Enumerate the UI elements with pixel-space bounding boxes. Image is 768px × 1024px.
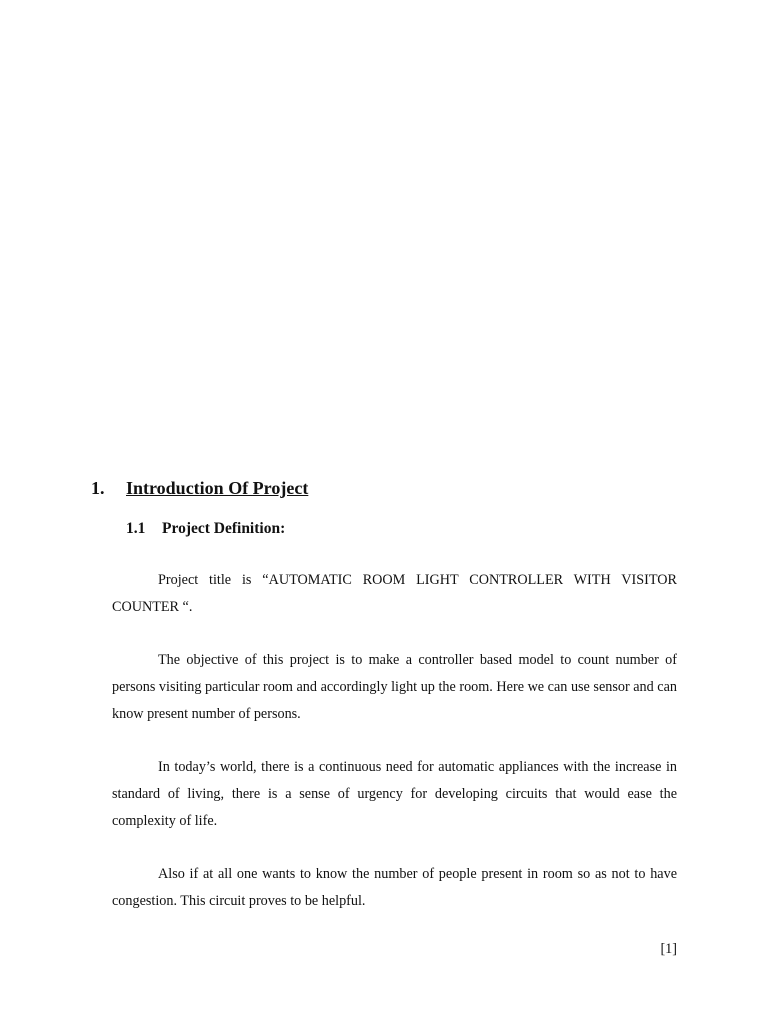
paragraph-project-title: Project title is “AUTOMATIC ROOM LIGHT CONTROLLER WITH VISITOR COUNTER “. [112,572,677,615]
chapter-title: Introduction Of Project [126,478,309,498]
chapter-number: 1. [91,478,105,498]
page-number: [1] [660,941,677,957]
section-title: Project Definition: [162,520,286,537]
section-heading [126,520,285,538]
paragraph-objective: The objective of this project is to make a controller based model to count number of persons visiting particular room and accordingly light up the room. Here we can use sensor and can know present number of persons. [112,652,677,722]
paragraph-motivation: In today’s world, there is a continuous need for automatic appliances with the increase in standard of living, there is a sense of urgency for developing circuits that would ease the complexity of life. [112,759,677,829]
paragraph-usefulness: Also if at all one wants to know the number of people present in room so as not to have congestion. This circuit proves to be helpful. [112,866,677,909]
section-number: 1.1 [126,520,146,537]
chapter-heading [91,478,308,499]
